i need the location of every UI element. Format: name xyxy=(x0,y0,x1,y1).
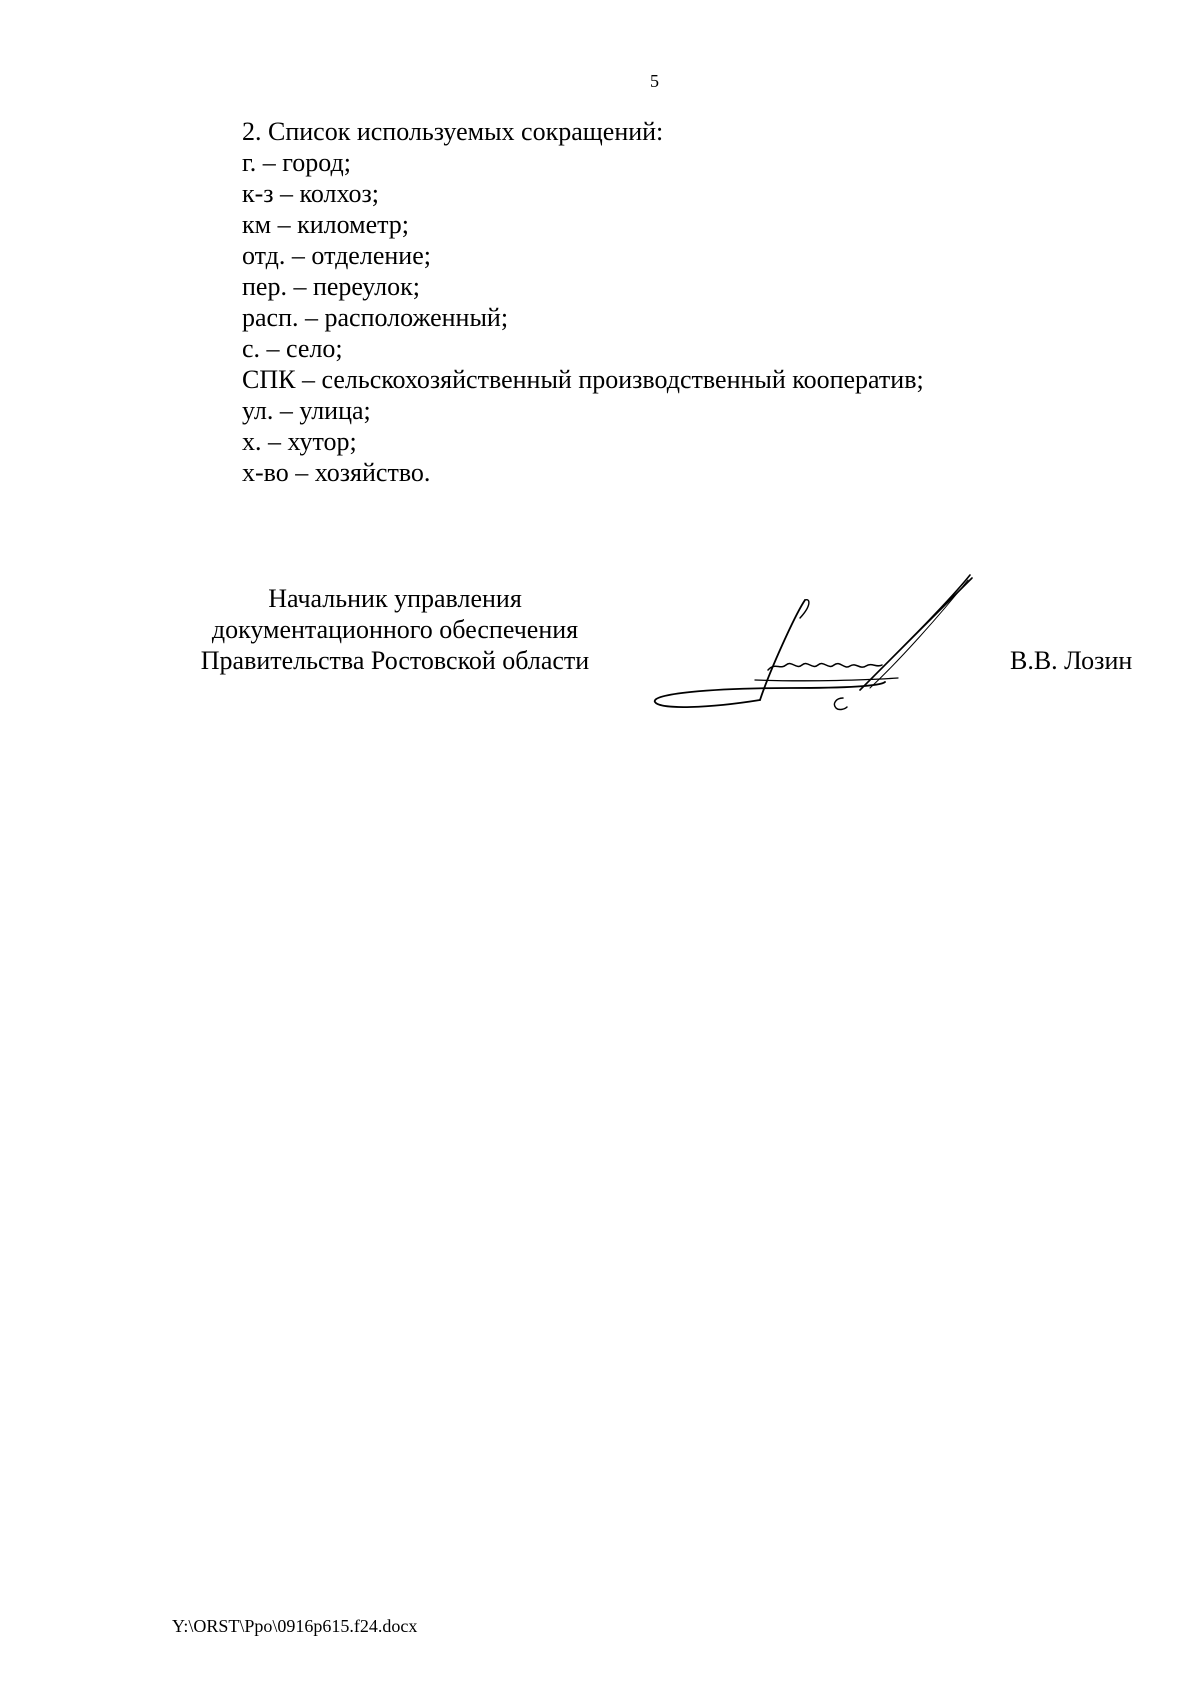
handwritten-signature xyxy=(650,570,980,720)
abbreviation-item: пер. – переулок; xyxy=(242,272,420,301)
abbreviation-item: к-з – колхоз; xyxy=(242,179,380,208)
signer-title-line: документационного обеспечения xyxy=(211,615,579,644)
signer-title xyxy=(160,583,630,676)
abbreviation-item: расп. – расположенный; xyxy=(242,303,509,332)
abbreviation-item: отд. – отделение; xyxy=(242,241,431,270)
abbreviation-item: СПК – сельскохозяйственный производственный кооператив; xyxy=(242,365,924,394)
page-number: 5 xyxy=(650,71,659,91)
abbreviation-item: ул. – улица; xyxy=(242,396,371,425)
abbreviation-item: х-во – хозяйство. xyxy=(242,458,431,487)
signer-name: В.В. Лозин xyxy=(1010,646,1133,675)
abbreviations-list xyxy=(242,116,924,488)
footer-file-path: Y:\ORST\Ppo\0916p615.f24.docx xyxy=(172,1616,418,1636)
abbreviation-item: г. – город; xyxy=(242,148,351,177)
abbreviation-item: с. – село; xyxy=(242,334,343,363)
signer-title-line: Начальник управления xyxy=(268,584,522,613)
abbreviation-item: х. – хутор; xyxy=(242,427,357,456)
abbreviation-item: км – километр; xyxy=(242,210,410,239)
abbreviations-heading: 2. Список используемых сокращений: xyxy=(242,117,664,146)
signer-title-line: Правительства Ростовской области xyxy=(200,646,590,675)
